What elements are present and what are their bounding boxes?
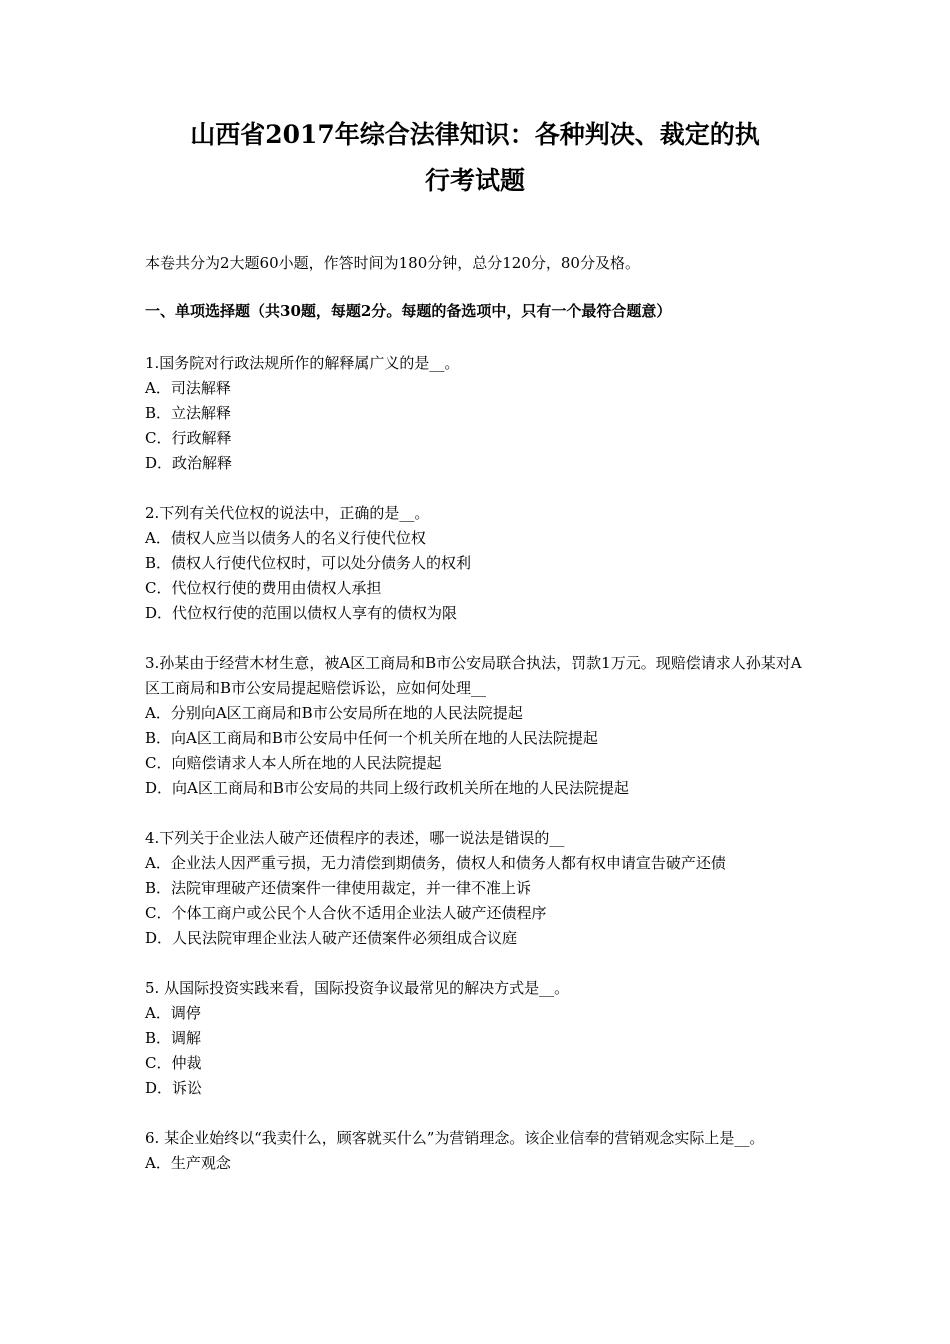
answer-option: A．调停 xyxy=(145,1004,201,1022)
title-line-1: 山西省2017年综合法律知识：各种判决、裁定的执 xyxy=(190,120,760,149)
answer-option: D．政治解释 xyxy=(145,454,233,472)
answer-option: A．债权人应当以债务人的名义行使代位权 xyxy=(145,529,426,547)
question-stem: 3.孙某由于经营木材生意，被A区工商局和B市公安局联合执法，罚款1万元。现赔偿请求人孙某对A区工商局和B市公安局提起赔偿诉讼，应如何处理__ xyxy=(145,654,802,697)
title-line-2: 行考试题 xyxy=(424,166,525,195)
answer-option: A．司法解释 xyxy=(145,379,231,397)
answer-option: B．向A区工商局和B市公安局中任何一个机关所在地的人民法院提起 xyxy=(145,729,598,747)
question-stem: 6. 某企业始终以“我卖什么，顾客就买什么”为营销理念。该企业信奉的营销观念实际上是__。 xyxy=(145,1129,765,1147)
answer-option: C．行政解释 xyxy=(145,429,232,447)
question-item xyxy=(145,651,813,801)
answer-option: C．代位权行使的费用由债权人承担 xyxy=(145,579,382,597)
section-heading: 一、单项选择题（共30题，每题2分。每题的备选项中，只有一个最符合题意） xyxy=(145,302,672,320)
answer-option: A．分别向A区工商局和B市公安局所在地的人民法院提起 xyxy=(145,704,523,722)
question-stem: 2.下列有关代位权的说法中，正确的是__。 xyxy=(145,504,430,522)
question-item xyxy=(145,976,813,1101)
question-stem: 1.国务院对行政法规所作的解释属广义的是__。 xyxy=(145,354,460,372)
answer-option: B．立法解释 xyxy=(145,404,232,422)
question-list xyxy=(145,351,813,1201)
question-item xyxy=(145,351,813,476)
answer-option: B．法院审理破产还债案件一律使用裁定，并一律不准上诉 xyxy=(145,879,532,897)
answer-option: D．向A区工商局和B市公安局的共同上级行政机关所在地的人民法院提起 xyxy=(145,779,629,797)
answer-option: B．调解 xyxy=(145,1029,202,1047)
question-stem: 5. 从国际投资实践来看，国际投资争议最常见的解决方式是__。 xyxy=(145,979,570,997)
exam-intro: 本卷共分为2大题60小题，作答时间为180分钟，总分120分，80分及格。 xyxy=(145,254,640,272)
answer-option: C．仲裁 xyxy=(145,1054,202,1072)
answer-option: B．债权人行使代位权时，可以处分债务人的权利 xyxy=(145,554,472,572)
answer-option: C．个体工商户或公民个人合伙不适用企业法人破产还债程序 xyxy=(145,904,547,922)
question-stem: 4.下列关于企业法人破产还债程序的表述，哪一说法是错误的__ xyxy=(145,829,565,847)
answer-option: D．诉讼 xyxy=(145,1079,203,1097)
question-item xyxy=(145,1126,813,1176)
answer-option: A．企业法人因严重亏损，无力清偿到期债务，债权人和债务人都有权申请宣告破产还债 xyxy=(145,854,726,872)
answer-option: D．人民法院审理企业法人破产还债案件必须组成合议庭 xyxy=(145,929,518,947)
question-item xyxy=(145,826,813,951)
answer-option: C．向赔偿请求人本人所在地的人民法院提起 xyxy=(145,754,442,772)
page-title xyxy=(100,112,850,204)
question-item xyxy=(145,501,813,626)
answer-option: D．代位权行使的范围以债权人享有的债权为限 xyxy=(145,604,458,622)
answer-option: A．生产观念 xyxy=(145,1154,231,1172)
